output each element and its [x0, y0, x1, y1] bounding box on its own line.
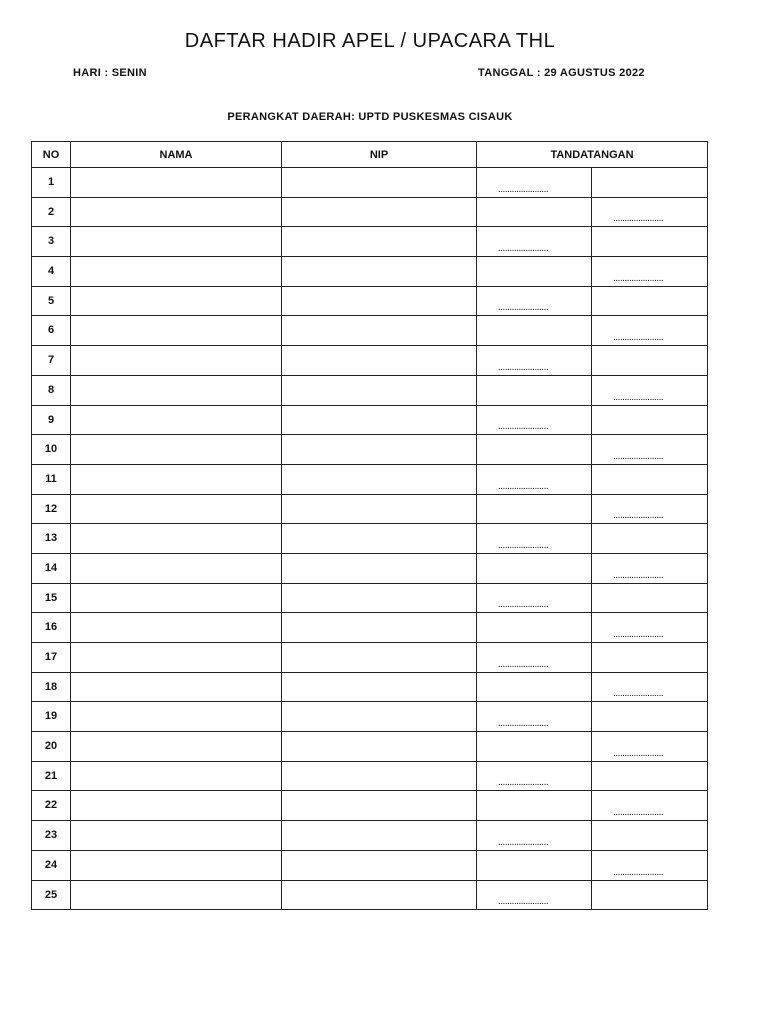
nip-cell[interactable] [282, 168, 477, 198]
row-number: 24 [32, 850, 71, 880]
signature-cell-right[interactable] [592, 346, 708, 376]
nama-cell[interactable] [71, 643, 282, 673]
signature-cell-right[interactable] [592, 316, 708, 346]
row-number: 7 [32, 346, 71, 376]
row-number: 13 [32, 524, 71, 554]
nama-cell[interactable] [71, 613, 282, 643]
day-label: HARI : SENIN [73, 67, 147, 79]
signature-line: ...................... [613, 332, 664, 344]
signature-line: ...................... [613, 629, 664, 640]
table-row [32, 227, 708, 257]
signature-line: ...................... [498, 836, 549, 848]
table-row [32, 850, 708, 880]
signature-line: ...................... [498, 539, 549, 551]
signature-line: ...................... [498, 421, 549, 433]
signature-cell-left[interactable] [477, 197, 592, 227]
signature-cell-left[interactable] [477, 761, 592, 791]
table-row [32, 168, 708, 198]
signature-cell-right[interactable] [592, 613, 708, 643]
row-number: 14 [32, 553, 71, 583]
nip-cell[interactable] [282, 257, 477, 287]
signature-line: ...................... [498, 302, 549, 314]
row-number: 21 [32, 761, 71, 791]
regional-unit-label: PERANGKAT DAERAH: UPTD PUSKESMAS CISAUK [227, 111, 513, 123]
signature-line: ...................... [613, 866, 664, 878]
signature-cell-right[interactable] [592, 702, 708, 732]
nip-cell[interactable] [282, 583, 477, 613]
nip-cell[interactable] [282, 761, 477, 791]
signature-line: ...................... [613, 807, 664, 819]
signature-cell-right[interactable] [592, 791, 708, 821]
signature-cell-left[interactable] [477, 405, 592, 435]
row-number: 3 [32, 227, 71, 257]
signature-cell-right[interactable] [592, 643, 708, 673]
signature-cell-right[interactable] [592, 850, 708, 880]
table-row [32, 346, 708, 376]
nama-cell[interactable] [71, 435, 282, 465]
signature-cell-right[interactable] [592, 524, 708, 554]
nip-cell[interactable] [282, 464, 477, 494]
nip-cell[interactable] [282, 286, 477, 316]
nama-cell[interactable] [71, 524, 282, 554]
table-row [32, 880, 708, 910]
signature-cell-left[interactable] [477, 821, 592, 851]
signature-line: ...................... [498, 599, 549, 611]
nama-cell[interactable] [71, 286, 282, 316]
signature-cell-right[interactable] [592, 821, 708, 851]
signature-cell-right[interactable] [592, 880, 708, 910]
signature-cell-right[interactable] [592, 286, 708, 316]
table-row [32, 732, 708, 762]
nip-cell[interactable] [282, 553, 477, 583]
table-row [32, 672, 708, 702]
column-header-nama: NAMA [71, 142, 282, 168]
signature-cell-right[interactable] [592, 494, 708, 524]
signature-line: ...................... [498, 718, 549, 730]
signature-cell-right[interactable] [592, 583, 708, 613]
nama-cell[interactable] [71, 583, 282, 613]
row-number: 12 [32, 494, 71, 524]
signature-line: ...................... [613, 569, 664, 581]
table-row [32, 494, 708, 524]
signature-line: ...................... [498, 777, 549, 789]
table-row [32, 316, 708, 346]
nama-cell[interactable] [71, 168, 282, 198]
signature-line: ...................... [498, 361, 549, 373]
signature-cell-left[interactable] [477, 494, 592, 524]
signature-cell-right[interactable] [592, 405, 708, 435]
table-row [32, 791, 708, 821]
signature-cell-right[interactable] [592, 227, 708, 257]
nip-cell[interactable] [282, 435, 477, 465]
column-header-nip: NIP [282, 142, 477, 168]
table-row [32, 583, 708, 613]
signature-cell-left[interactable] [477, 524, 592, 554]
signature-cell-right[interactable] [592, 553, 708, 583]
nip-cell[interactable] [282, 524, 477, 554]
signature-line: ...................... [498, 243, 549, 255]
signature-line: ...................... [498, 658, 549, 670]
signature-cell-left[interactable] [477, 553, 592, 583]
signature-cell-left[interactable] [477, 464, 592, 494]
table-row [32, 643, 708, 673]
nip-cell[interactable] [282, 880, 477, 910]
row-number: 9 [32, 405, 71, 435]
signature-cell-right[interactable] [592, 375, 708, 405]
nip-cell[interactable] [282, 732, 477, 762]
table-row [32, 375, 708, 405]
signature-cell-left[interactable] [477, 435, 592, 465]
date-label: TANGGAL : 29 AGUSTUS 2022 [478, 67, 645, 79]
nama-cell[interactable] [71, 494, 282, 524]
signature-cell-right[interactable] [592, 761, 708, 791]
signature-cell-left[interactable] [477, 880, 592, 910]
signature-line: ...................... [613, 213, 664, 225]
table-row [32, 702, 708, 732]
row-number: 10 [32, 435, 71, 465]
signature-cell-left[interactable] [477, 732, 592, 762]
signature-cell-right[interactable] [592, 464, 708, 494]
table-header-row [32, 142, 708, 168]
row-number: 16 [32, 613, 71, 643]
nama-cell[interactable] [71, 791, 282, 821]
signature-cell-left[interactable] [477, 346, 592, 376]
signature-cell-right[interactable] [592, 168, 708, 198]
nip-cell[interactable] [282, 227, 477, 257]
table-row [32, 286, 708, 316]
row-number: 1 [32, 168, 71, 198]
nama-cell[interactable] [71, 880, 282, 910]
nip-cell[interactable] [282, 791, 477, 821]
column-header-tandatangan: TANDATANGAN [477, 142, 708, 168]
signature-cell-left[interactable] [477, 316, 592, 346]
row-number: 11 [32, 464, 71, 494]
nip-cell[interactable] [282, 613, 477, 643]
nama-cell[interactable] [71, 761, 282, 791]
nip-cell[interactable] [282, 643, 477, 673]
nama-cell[interactable] [71, 227, 282, 257]
nama-cell[interactable] [71, 553, 282, 583]
signature-cell-right[interactable] [592, 732, 708, 762]
signature-cell-left[interactable] [477, 227, 592, 257]
nip-cell[interactable] [282, 821, 477, 851]
signature-cell-left[interactable] [477, 791, 592, 821]
signature-cell-left[interactable] [477, 613, 592, 643]
table-row [32, 405, 708, 435]
signature-line: ...................... [613, 391, 664, 403]
nip-cell[interactable] [282, 702, 477, 732]
signature-cell-left[interactable] [477, 672, 592, 702]
row-number: 6 [32, 316, 71, 346]
signature-line: ...................... [498, 183, 549, 195]
nama-cell[interactable] [71, 821, 282, 851]
nama-cell[interactable] [71, 850, 282, 880]
signature-cell-left[interactable] [477, 257, 592, 287]
nama-cell[interactable] [71, 197, 282, 227]
signature-cell-left[interactable] [477, 286, 592, 316]
row-number: 15 [32, 583, 71, 613]
table-row [32, 613, 708, 643]
row-number: 5 [32, 286, 71, 316]
nama-cell[interactable] [71, 672, 282, 702]
signature-line: ...................... [498, 480, 549, 492]
signature-cell-left[interactable] [477, 702, 592, 732]
signature-cell-left[interactable] [477, 643, 592, 673]
table-row [32, 821, 708, 851]
signature-cell-right[interactable] [592, 197, 708, 227]
signature-line: ...................... [613, 272, 664, 284]
nip-cell[interactable] [282, 850, 477, 880]
signature-line: ...................... [613, 510, 664, 522]
row-number: 19 [32, 702, 71, 732]
table-row [32, 435, 708, 465]
nip-cell[interactable] [282, 375, 477, 405]
table-row [32, 257, 708, 287]
signature-line: ...................... [498, 896, 549, 908]
table-row [32, 553, 708, 583]
nama-cell[interactable] [71, 702, 282, 732]
row-number: 2 [32, 197, 71, 227]
signature-line: ...................... [613, 688, 664, 700]
nip-cell[interactable] [282, 494, 477, 524]
signature-cell-right[interactable] [592, 672, 708, 702]
nama-cell[interactable] [71, 732, 282, 762]
table-body [32, 168, 708, 910]
nip-cell[interactable] [282, 672, 477, 702]
row-number: 20 [32, 732, 71, 762]
row-number: 4 [32, 257, 71, 287]
signature-cell-right[interactable] [592, 435, 708, 465]
signature-line: ...................... [613, 450, 664, 462]
row-number: 8 [32, 375, 71, 405]
signature-line: ...................... [613, 747, 664, 759]
signature-cell-left[interactable] [477, 583, 592, 613]
table-row [32, 197, 708, 227]
table-row [32, 464, 708, 494]
row-number: 18 [32, 672, 71, 702]
attendance-table [31, 141, 708, 910]
signature-cell-left[interactable] [477, 850, 592, 880]
row-number: 23 [32, 821, 71, 851]
nip-cell[interactable] [282, 405, 477, 435]
table-row [32, 524, 708, 554]
nip-cell[interactable] [282, 316, 477, 346]
nama-cell[interactable] [71, 346, 282, 376]
signature-cell-left[interactable] [477, 375, 592, 405]
nama-cell[interactable] [71, 405, 282, 435]
table-row [32, 761, 708, 791]
row-number: 25 [32, 880, 71, 910]
signature-cell-left[interactable] [477, 168, 592, 198]
row-number: 22 [32, 791, 71, 821]
signature-cell-right[interactable] [592, 257, 708, 287]
row-number: 17 [32, 643, 71, 673]
column-header-no: NO [32, 142, 71, 168]
nama-cell[interactable] [71, 464, 282, 494]
document-title: DAFTAR HADIR APEL / UPACARA THL [184, 30, 556, 52]
nama-cell[interactable] [71, 316, 282, 346]
nip-cell[interactable] [282, 197, 477, 227]
nip-cell[interactable] [282, 346, 477, 376]
nama-cell[interactable] [71, 257, 282, 287]
nama-cell[interactable] [71, 375, 282, 405]
